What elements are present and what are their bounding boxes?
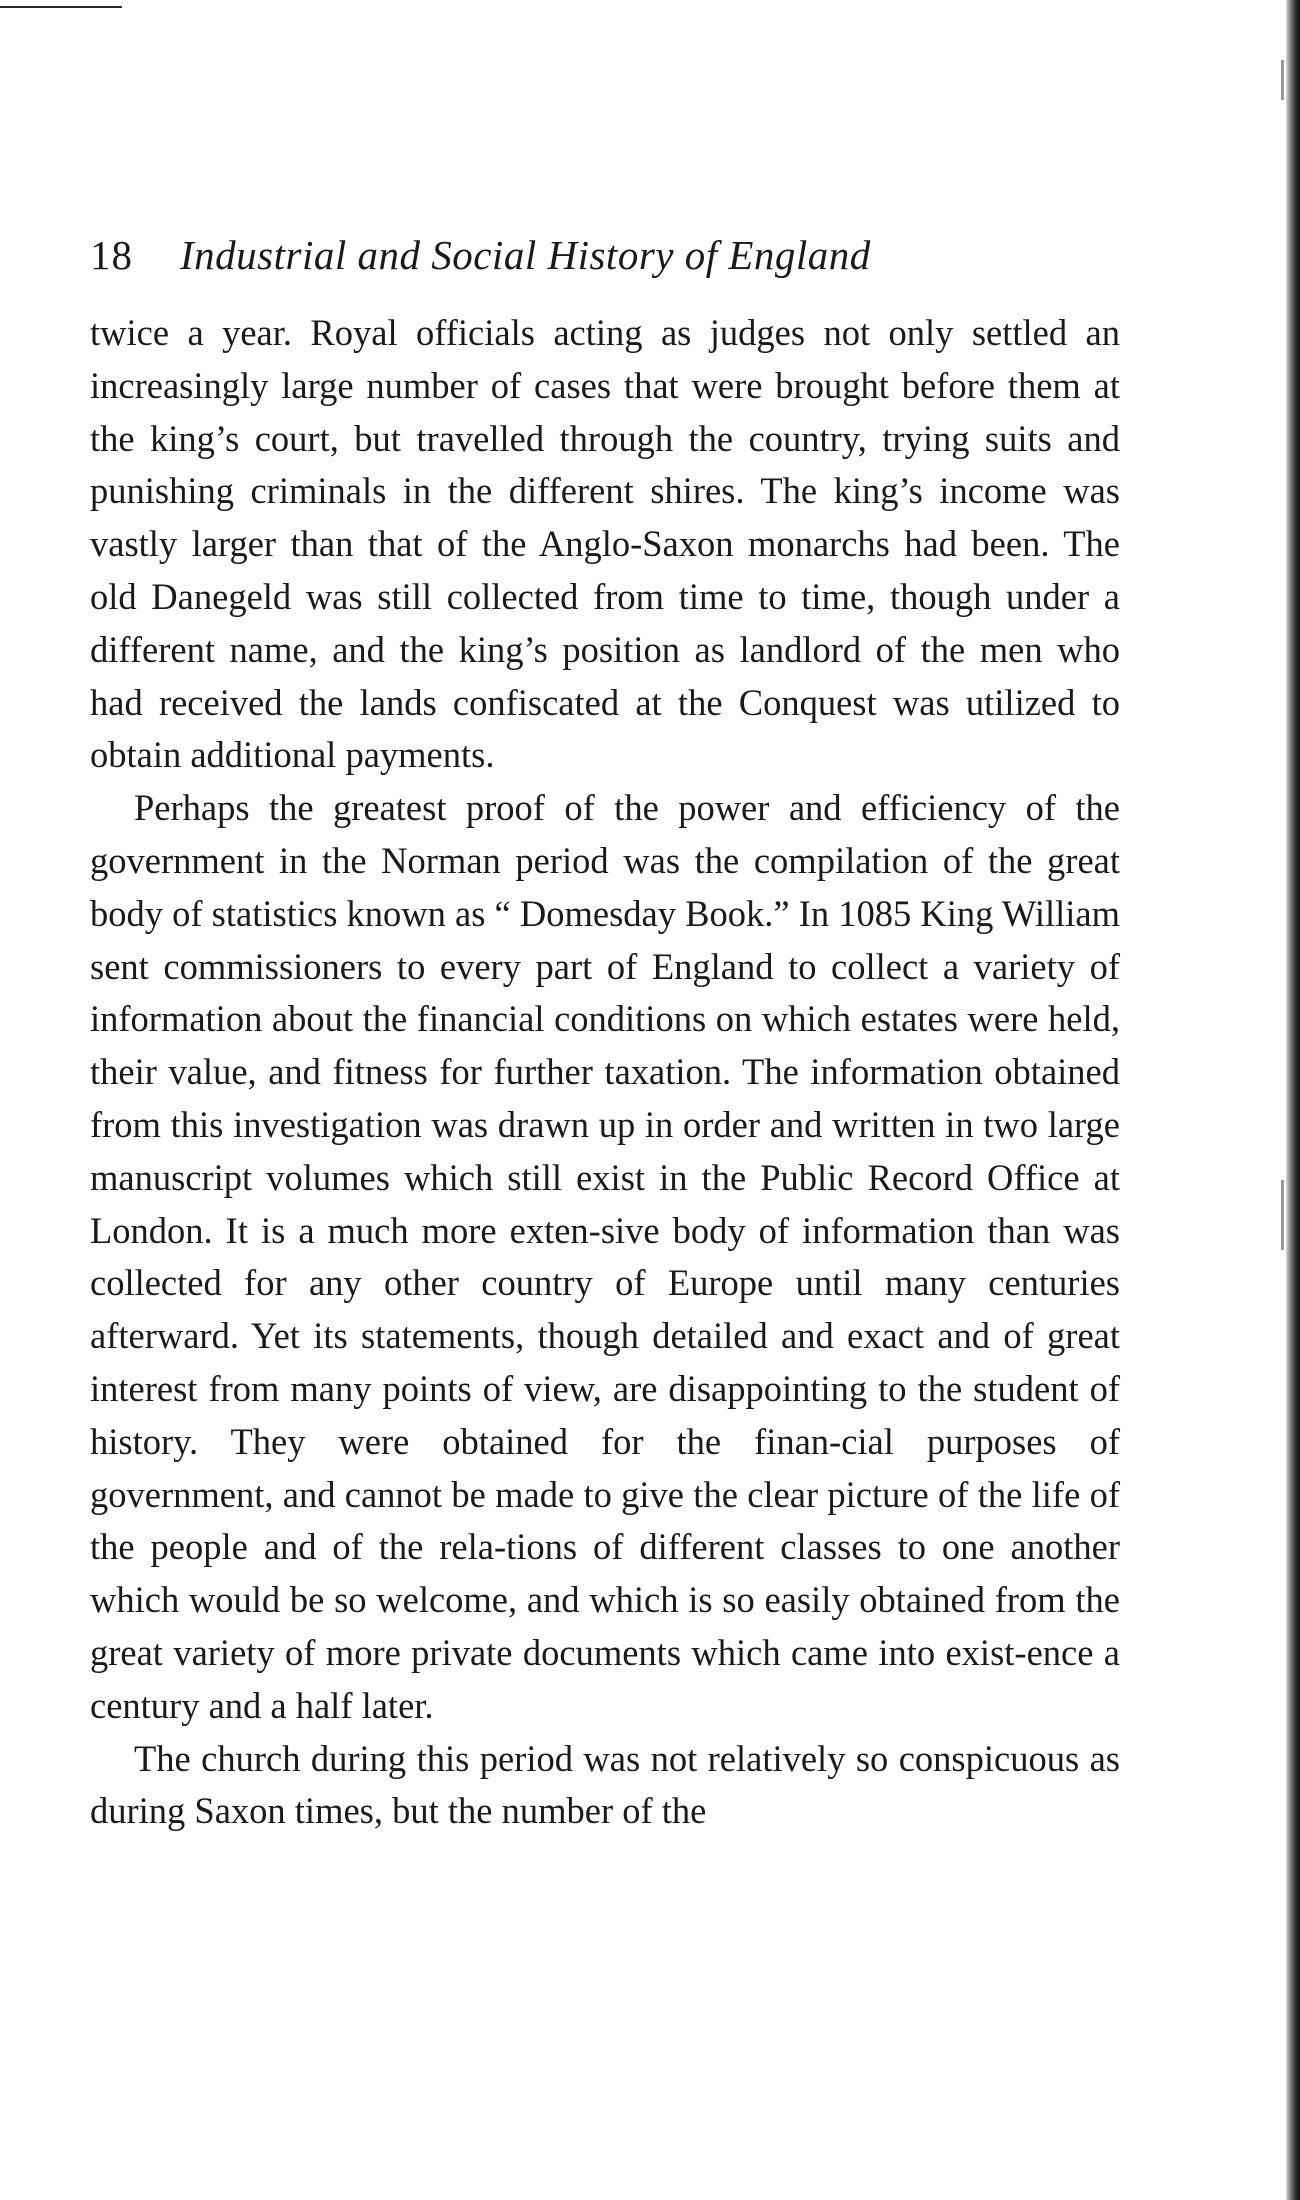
paragraph-continued: twice a year. Royal officials acting as judges not only settled an increasingly large number of cases that were brought before them at the king’s court, but travelled through the country, trying suits and punishing criminals in the different shires. The king’s income was vastly larger than that of the Anglo-Saxon monarchs had been. The old Danegeld was still collected from time to time, though under a different name, and the king’s position as landlord of the men who had received the lands confiscated at the Conquest was utilized to obtain additional payments.: [90, 312, 1120, 776]
book-title: Industrial and Social History of England: [180, 232, 871, 278]
running-head: [90, 225, 1120, 285]
body-text: [90, 307, 1120, 1838]
book-page: [90, 225, 1120, 1838]
scan-speck: [1281, 60, 1284, 100]
book-spine-edge: [1286, 0, 1300, 2200]
page-number: 18: [90, 232, 133, 278]
paragraph-church: The church during this period was not relatively so conspicuous as during Saxon times, but the number of the: [90, 1737, 1120, 1832]
scan-speck: [1281, 1180, 1284, 1250]
top-edge-rule: [0, 6, 122, 8]
paragraph-domesday: Perhaps the greatest proof of the power and efficiency of the government in the Norman period was the compilation of the great body of statistics known as “ Domesday Book.” In 1085 King William sent commissioners to every part of England to collect a variety of information about the financial conditions on which estates were held, their value, and fitness for further taxation. The information obtained from this investigation was drawn up in order and written in two large manuscript volumes which still exist in the Public Record Office at London. It is a much more exten-sive body of information than was collected for any other country of Europe until many centuries afterward. Yet its statements, though detailed and exact and of great interest from many points of view, are disappointing to the student of history. They were obtained for the finan-cial purposes of government, and cannot be made to give the clear picture of the life of the people and of the rela-tions of different classes to one another which would be so welcome, and which is so easily obtained from the great variety of more private documents which came into exist-ence a century and a half later.: [90, 787, 1120, 1726]
